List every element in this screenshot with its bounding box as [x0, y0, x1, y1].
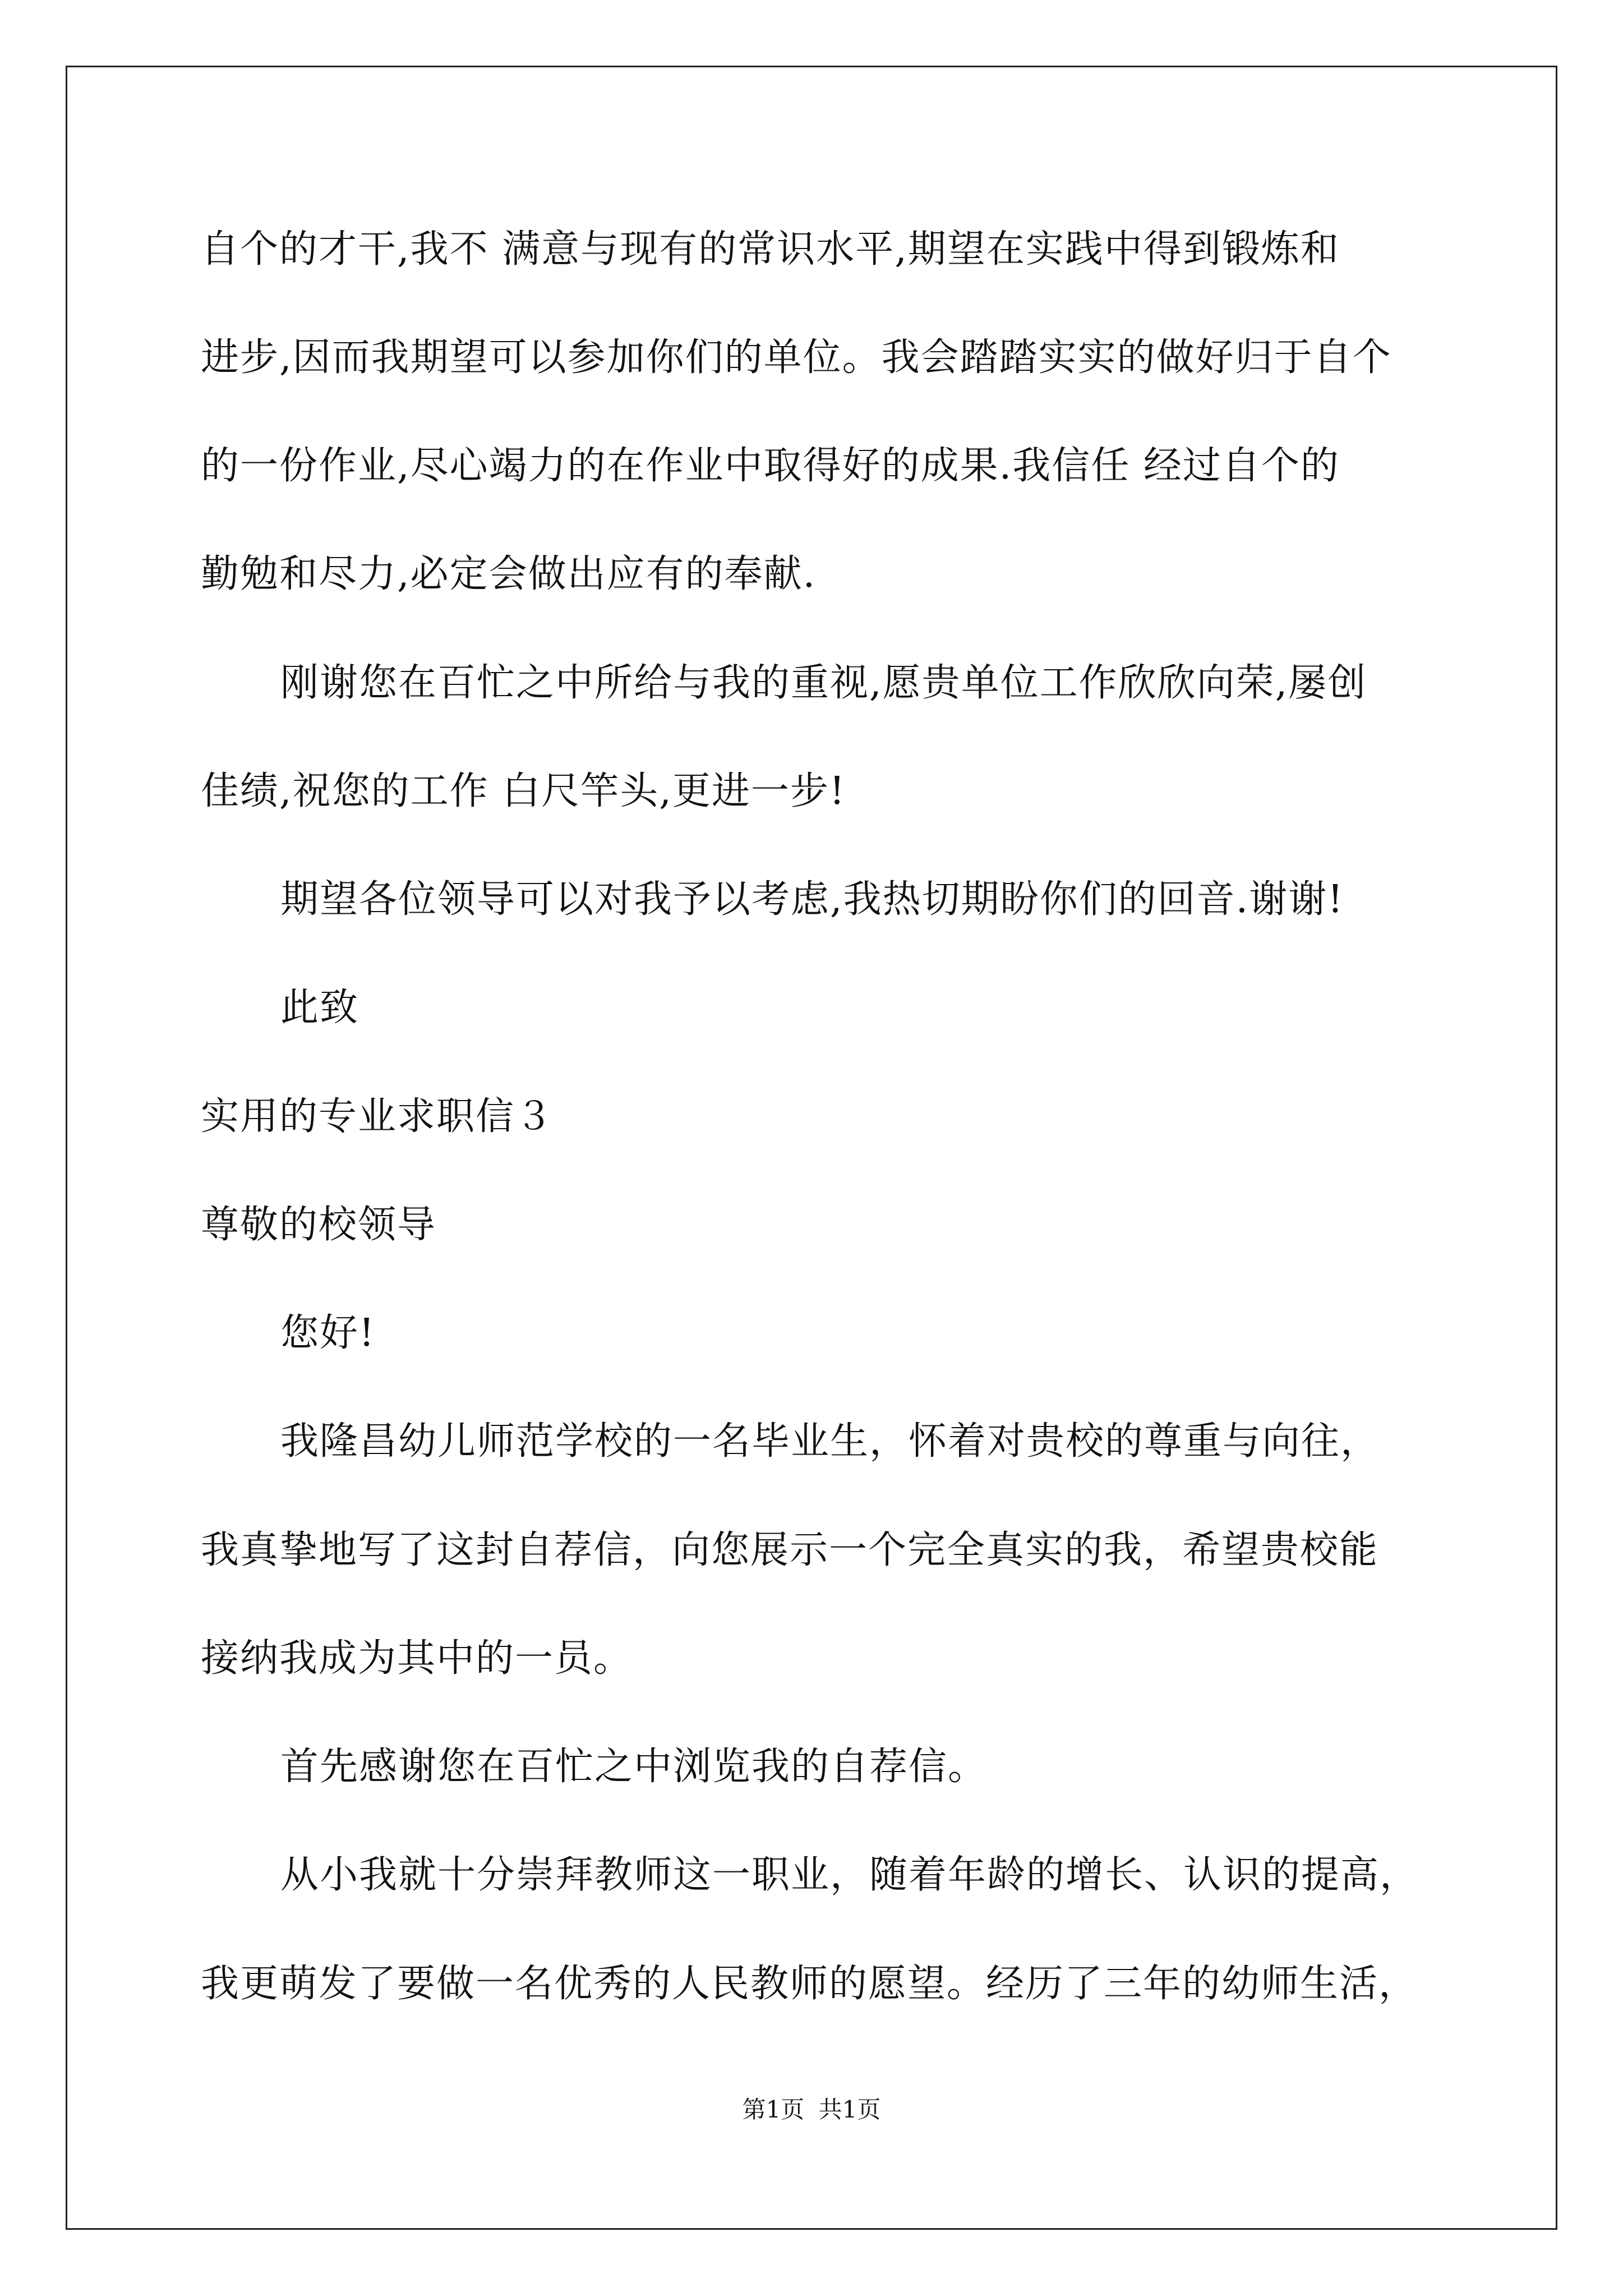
- body-line-13: 我真挚地写了这封自荐信，向您展示一个完全真实的我，希望贵校能: [201, 1528, 1379, 1572]
- body-line-3: 的一份作业,尽心竭力的在作业中取得好的成果.我信任 经过自个的: [201, 444, 1340, 488]
- addressee: 尊敬的校领导: [201, 1203, 437, 1247]
- page-number-total: 共1页: [818, 2096, 881, 2123]
- body-line-5: 刚谢您在百忙之中所给与我的重视,愿贵单位工作欣欣向荣,屡创: [280, 661, 1367, 705]
- page-number-current: 第1页: [742, 2096, 805, 2123]
- body-line-15: 首先感谢您在百忙之中浏览我的自荐信。: [280, 1745, 988, 1789]
- greeting: 您好!: [280, 1311, 376, 1355]
- body-line-16: 从小我就十分崇拜教师这一职业，随着年龄的增长、认识的提高，: [280, 1853, 1419, 1897]
- page-footer: [0, 2096, 1623, 2124]
- section-heading: 实用的专业求职信３: [201, 1094, 555, 1139]
- body-line-4: 勤勉和尽力,必定会做出应有的奉献.: [201, 552, 817, 596]
- body-line-1: 自个的才干,我不 满意与现有的常识水平,期望在实践中得到锻炼和: [201, 227, 1340, 272]
- page-border: [66, 66, 1557, 2230]
- closing-salutation: 此致: [280, 986, 359, 1030]
- body-line-17: 我更萌发了要做一名优秀的人民教师的愿望。经历了三年的幼师生活，: [201, 1962, 1418, 2006]
- body-line-7: 期望各位领导可以对我予以考虑,我热切期盼你们的回音.谢谢!: [280, 877, 1344, 922]
- body-line-6: 佳绩,祝您的工作 白尺竿头,更进一步!: [201, 769, 846, 813]
- body-line-2: 进步,因而我期望可以参加你们的单位。我会踏踏实实的做好归于自个: [201, 335, 1392, 380]
- body-line-14: 接纳我成为其中的一员。: [201, 1636, 633, 1681]
- body-line-12: 我隆昌幼儿师范学校的一名毕业生，怀着对贵校的尊重与向往，: [280, 1419, 1380, 1464]
